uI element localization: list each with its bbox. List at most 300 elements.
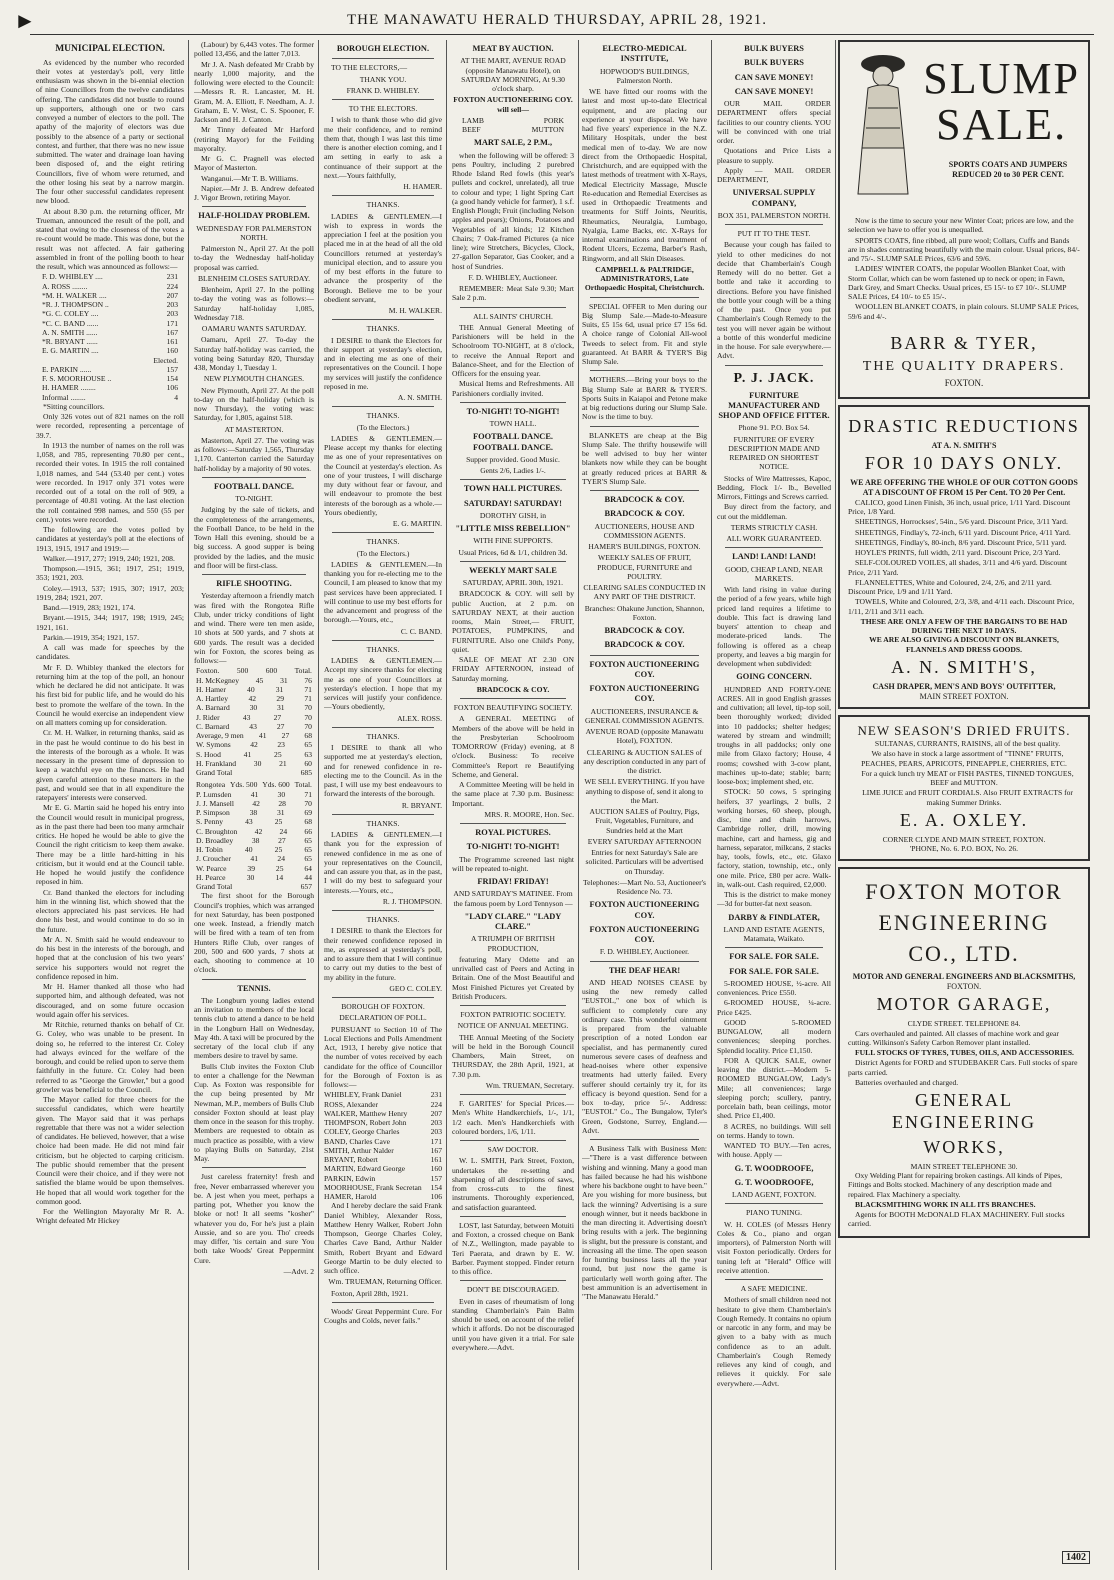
paragraph: Judging by the sale of tickets, and the completeness of the arrangements, the Football Dance, to be held in the Town Hall this evening, should be a big success. A good supper is being provided by the ladies, and the music and floor will be first-class. (194, 505, 314, 570)
divider (460, 823, 566, 824)
paragraph: Usual Prices, 6d & 1/1, children 3d. (458, 547, 568, 557)
signature: F. D. WHIBLEY, Auctioneer. (599, 947, 690, 957)
paragraph: TERMS STRICTLY CASH. (730, 522, 818, 532)
declaration-row: COLEY, George Charles 203 (324, 1127, 442, 1137)
divider (460, 402, 566, 403)
headline: FOOTBALL DANCE. (213, 481, 295, 491)
footnote: *Sitting councillors. (43, 401, 105, 411)
notice-body: I DESIRE to thank the Electors for their support at yesterday's election, and in electing me as one of their representatives on the Council. I hope my services will justify the confidence reposed in me. (324, 335, 442, 391)
headline: PUT IT TO THE TEST. (737, 229, 811, 238)
verse: Just careless fraternity! fresh and free, Never embarrassed wherever you be. A jest when you meet, perhaps a parting pot, Whether you know the bloke or not! It all seems "kosher" whatever you do, For he's just a plain Aussie, and so are you. Tho' creeds may differ, 'tis certain and sure You both take Woods' Great Peppermint Cure. (194, 1172, 314, 1265)
paragraph: FOXTON AUCTIONEERING COY. will sell— (453, 95, 573, 114)
headline: ROYAL PICTURES. (475, 828, 551, 837)
paragraph: Bryant.—1915, 344; 1917, 198; 1919, 245; 1921, 161. (36, 613, 184, 632)
declaration-row: MOORHOUSE, Frank Secretan 154 (324, 1182, 442, 1192)
notice-heading: DECLARATION OF POLL. (339, 1013, 427, 1023)
paragraph: SATURDAY, APRIL 30th, 1921. (462, 578, 564, 587)
headline: TENNIS. (237, 983, 271, 993)
paragraph: Oamaru, April 27. To-day the Saturday half-holiday was carried, the voting being Saturday 820, Thursday 438, Monday 1, Tuesday 1. (194, 335, 314, 372)
paragraph: EVERY SATURDAY AFTERNOON (587, 836, 702, 846)
signature: MRS. R. MOORE, Hon. Sec. (484, 809, 574, 819)
poll-row: *R. BRYANT ...... 161 (42, 337, 178, 347)
divider (202, 477, 306, 478)
headline: RIFLE SHOOTING. (216, 579, 292, 588)
score-row: J. J. Mansell 42 28 70 (196, 798, 312, 808)
meat-list: BEEF MUTTON (462, 125, 564, 134)
paragraph: Phone 91. P.O. Box 54. (738, 423, 810, 433)
advert-title: DRASTIC REDUCTIONS (848, 415, 1080, 436)
declaration-row: ROSS, Alexander 224 (324, 1099, 442, 1109)
paragraph: WOOLLEN BLANKET COATS, in plain colours. SLUMP SALE Prices, 59/6 and 4/-. (848, 302, 1079, 321)
divider (332, 532, 434, 533)
advert-title: MOTOR GARAGE, (876, 994, 1052, 1015)
headline: G. T. WOODROOFE, (734, 1163, 814, 1173)
paragraph: Blenheim, April 27. In the polling to-day the voting was as follows:—Saturday half-holiday 1,085, Wednesday 718. (194, 285, 314, 322)
paragraph: Yesterday afternoon a friendly match was fired with the Rongotea Rifle Club, under tricky conditions of light and wind. There were ten men aside, 10 shots at 500 yards, and 7 shots at 600 yards. The result was a decided win for Foxton, the scores being as follows:— (194, 591, 314, 665)
declaration-row: SMITH, Arthur Nalder 167 (324, 1145, 442, 1155)
score-row: J. Rider 43 27 70 (196, 712, 312, 722)
divider (590, 370, 699, 371)
dried-fruits-advert (838, 715, 1090, 861)
paragraph: A Business Talk with Business Men:—"There is a vast difference between wishing and winning. Many a good man has failed because he had his wishbone where his backbone ought to have been." Are you wishing for more business, but lack the winning? Advertising is a sure enough winner, but it needs backbone in the man directing it. Advertising doesn't bring results with a jerk. The beginning is slight, but the pressure is constant, and increasing all the time. The open season for hunting business lasts all the year round, but just now the game is particularly well worth going after. The best ammunition is an advertisement in "The Manawatu Herald." (582, 1144, 707, 1301)
divider (460, 1140, 566, 1141)
divider (332, 910, 434, 911)
paragraph: Mothers of small children need not hesitate to give them Chamberlain's Cough Remedy. It contains no opium or narcotic in any form, and may be given to a baby with as much confidence as to an adult. Chamberlain's Cough Remedy relieves any kind of cough, and relieves it quickly. For sale everywhere.—Advt. (717, 1295, 831, 1388)
notice-heading: THANKS. (366, 537, 400, 547)
headline: CAN SAVE MONEY! (734, 86, 814, 96)
advert-title: FOR 10 DAYS ONLY. (864, 453, 1064, 474)
subheadline: TO-NIGHT. (235, 494, 273, 503)
score-table (194, 666, 314, 891)
slump-subtitle: SPORTS COATS AND JUMPERS REDUCED 20 to 30 PER CENT. (948, 160, 1068, 179)
poll-row: A. ROSS ........ 224 (42, 281, 178, 291)
headline: "LADY CLARE." "LADY CLARE." (464, 911, 562, 931)
subheadline: NOTICE OF ANNUAL MEETING. (457, 1021, 569, 1031)
paragraph: Coley.—1913, 537; 1915, 307; 1917, 203; 1919, 284; 1921, 207. (36, 583, 184, 602)
paragraph: AT THE MART, AVENUE ROAD (opposite Manawatu Hotel), on SATURDAY MORNING, At 9.30 o'clock sharp. (460, 56, 566, 93)
notice-heading: THANKS. (366, 644, 400, 654)
divider (590, 655, 699, 656)
paragraph: Entries for next Saturday's Sale are solicited. Particulars will be advertised on Thursday. (585, 848, 704, 876)
score-row: W. Symons 42 23 65 (196, 740, 312, 750)
divider (332, 406, 434, 407)
advert-title: WORKS, (923, 1137, 1005, 1158)
paragraph: SALE OF MEAT AT 2.30 ON FRIDAY AFTERNOON, instead of Saturday morning. (452, 655, 574, 683)
barr-tyer-footer (840, 326, 1088, 397)
poll-row: *M. H. WALKER .... 207 (42, 290, 178, 300)
paragraph: WITH FINE SUPPORTS. (473, 536, 553, 546)
meat-list: LAMB PORK (462, 115, 564, 125)
divider (725, 365, 823, 366)
poll-row: F. D. WHIBLEY .... 231 (42, 272, 178, 282)
divider (590, 490, 699, 491)
divider (725, 1279, 823, 1280)
divider (460, 479, 566, 480)
store-tagline: THE QUALITY DRAPERS. (862, 358, 1066, 374)
column-1 (36, 40, 189, 1570)
headline: G. T. WOODROOFE, (734, 1177, 814, 1187)
score-row: C. Barnard 43 27 70 (196, 721, 312, 731)
advert-title: CO., LTD. (908, 941, 1020, 967)
paragraph: LAND AGENT, FOXTON. (731, 1190, 817, 1200)
store-contact: CLYDE STREET. TELEPHONE 84. (907, 1019, 1021, 1029)
headline: BULK BUYERS (744, 58, 804, 68)
declaration-row: PARKIN, Edwin 157 (324, 1173, 442, 1183)
signature: BRADCOCK & COY. (476, 684, 550, 694)
headline: DON'T BE DISCOURAGED. (466, 1285, 560, 1295)
paragraph: HOPWOOD'S BUILDINGS, Palmerston North. (599, 66, 690, 85)
paragraph: STOCK: 50 cows, 5 springing heifers, 37 yearlings, 2 bulls, 2 working horses, 60 sheep, plough, disc, tine and chain harrows, Cambridge roller, drill, mowing machine, cart and harness, gig and harness, separator, milkcans, 2 stacks hay, tools, fowls, etc., etc. Glaxo factory, station, township, etc., only one mile. Price, £80 per acre. Walk-in, walk-out. Cash required, £2,000. (717, 787, 831, 889)
score-row: D. Broadley 38 27 65 (196, 835, 312, 845)
paragraph: THE Annual General Meeting of Parishioners will be held in the Schoolroom TO-NIGHT, at 8 o'clock, to receive the Annual Report and Balance-Sheet, and for the Election of Officers for the ensuing year. (452, 322, 574, 378)
notice-signature: M. H. WALKER. (388, 306, 442, 315)
divider (202, 979, 306, 980)
page-stamp: 1402 (1062, 1551, 1090, 1564)
paragraph: AUCTIONEERS, HOUSE AND COMMISSION AGENTS. (594, 521, 695, 540)
paragraph: SPECIAL OFFER to Men during our Big Slump Sale.—Made-to-Measure Suits, £5 15s 6d, usual price £7 15s 6d. A choice range of Colonial All-wool Tweeds to select from. Fit and style guaranteed. At BARR & TYER'S Big Slump Sale. (582, 301, 707, 366)
notice-signature: H. HAMER. (403, 182, 442, 191)
headline: BOROUGH ELECTION. (336, 44, 430, 53)
paragraph: With land rising in value during the period of a few years, while high priced land requires a lifetime to double. This fact is drawing land buyers' attention to cheap and moderate-priced lands. The following is offered as a cheap property, and leaves a big margin for development when subdivided: (717, 585, 831, 669)
paragraph: Wanganui.—Mr T. B. Williams. (201, 173, 299, 183)
paragraph: Walker.—1917, 277; 1919, 240; 1921, 208. (43, 553, 175, 563)
price-item: HOYLE'S PRINTS, full width, 2/11 yard. Discount Price, 2/3 Yard. (855, 548, 1061, 558)
notice-body: LADIES & GENTLEMEN.—In thanking you for re-electing me to the Council, I am pleased to know that my past services have been appreciated. I will continue to use my best efforts for the advancement and progress of the borough.—Yours, etc., (324, 559, 442, 625)
notice-body: LADIES & GENTLEMEN.—I thank you for the expression of renewed confidence in me as one of your representatives on the Council, and can assure you that, as in the past, I will do my best to safeguard your interests.—Yours, etc., (324, 830, 442, 895)
paragraph: LADIES' WINTER COATS, the popular Woollen Blanket Coat, with Storm Collar, which can be worn fastened up to neck or open; in Fawn, Dark Grey, and Smart Checks. Usual prices, £5 15/- to £7 10/-. SLUMP SALE Prices, £4 10/- to £5 15/-. (848, 264, 1067, 301)
paragraph: For a quick lunch try MEAT or FISH PASTES, TINNED TONGUES, BEEF and MUTTON. (861, 768, 1074, 788)
notice-signature: E. G. MARTIN. (392, 519, 442, 528)
store-name: E. A. OXLEY. (899, 809, 1029, 830)
poll-row: E. PARKIN ...... 157 (42, 364, 178, 374)
paragraph: Cr. Band thanked the electors for including him in the winning list, which showed that the electors appreciated his past services. He had done his best, and would continue to do so in the future. (36, 887, 184, 934)
paragraph: Mr A. N. Smith said he would endeavour to do his best in the interests of the borough, and hoped that at the conclusion of his two years' service his supporters would not regret the confidence reposed in him. (36, 934, 184, 981)
notice-signature: FRANK D. WHIBLEY. (346, 85, 420, 95)
paragraph: Gents 2/6, Ladies 1/-. (480, 466, 546, 475)
headline: P. J. JACK. (733, 370, 815, 386)
divider (460, 1216, 566, 1217)
slump-body (840, 212, 1088, 326)
poll-row: *C. C. BAND ...... 171 (42, 318, 178, 328)
declaration-row: MARTIN, Edward George 160 (324, 1164, 442, 1174)
declaration-row: WHIBLEY, Frank Daniel 231 (324, 1090, 442, 1100)
paragraph: Cr. M. H. Walker, in returning thanks, said as in the past he would continue to do his best in the interests of the borough as a whole. It was necessary in the present time of depression to keep a watchful eye on the finances. He had given careful attention to these matters in the past, and would see that in all expenditure the ratepayers' interests were conserved. (36, 728, 184, 803)
paragraph: At about 8.30 p.m. the returning officer, Mr Trueman, announced the result of the poll, and stated that owing to the closeness of the votes a re-count would be made. This was done, but the result was not affected. A fair gathering assembled in front of the polling booth to hear the result, which was announced as follows:— (36, 206, 184, 272)
advert-title: ENGINEERING (878, 910, 1050, 936)
divider (460, 698, 566, 699)
paragraph: District Agents for FORD and STUDEBAKER Cars. Full stocks of spare parts carried. (848, 1058, 1078, 1077)
paragraph: HAMER'S BUILDINGS, FOXTON. (588, 542, 701, 551)
headline: HALF-HOLIDAY PROBLEM. (198, 211, 310, 221)
advert-title: NEW SEASON'S DRIED FRUITS. (857, 723, 1071, 739)
declaration-row: BAND, Charles Cave 171 (324, 1136, 442, 1146)
paragraph: WANTED TO BUY.—Ten acres, with house. Apply — (717, 1141, 831, 1160)
price-item: CALICO, good Linen Finish, 36 inch, usual price, 1/11 Yard. Discount Price, 1/8 Yard. (848, 497, 1071, 517)
headline: BULK BUYERS (744, 44, 804, 53)
paragraph: BRADCOCK & COY. will sell by public Auction, at 2 p.m. on SATURDAY NEXT, at their auction rooms, Main Street,— FRUIT, POTATOES, PUMPKINS, and FURNITURE. Also one Child's Pony, quiet. (452, 589, 574, 654)
headline: FOXTON AUCTIONEERING COY. (589, 659, 700, 679)
advert-subtitle: AT A. N. SMITH'S (931, 440, 997, 450)
headline: FOXTON AUCTIONEERING COY. (589, 684, 700, 704)
paragraph: Buy direct from the factory, and cut out the middleman. (717, 502, 831, 521)
notice-signature: R. BRYANT. (401, 800, 442, 810)
notice-heading: THANKS. (366, 200, 400, 210)
notice-body: I DESIRE to thank the Electors for their renewed confidence reposed in me, as expressed at yesterday's poll, and to assure them that I will continue to carry out my duties to the best of my ability in the future. (324, 926, 442, 982)
paragraph: featuring Mary Odette and an unrivalled cast of Peers and Acting in Britain. One of the Most Beautiful and Most Finished Pictures yet Created by British Producers. (452, 954, 574, 1001)
headline: FOXTON AUCTIONEERING COY. (589, 900, 700, 920)
headline: FOXTON BEAUTIFYING SOCIETY. (453, 703, 573, 712)
masthead (0, 4, 1114, 32)
notice-heading: THANKS. (366, 324, 400, 334)
paragraph: Mr J. A. Nash defeated Mr Crabb by nearly 1,000 majority, and the following were elected to the Council:—Messrs R. R. Lancaster, M. H. Gram, M. A. Elliott, F. Needham, A. J. Graham, E. V. West, C. S. Spooner, F. Jackson and H. J. Canton. (194, 59, 314, 124)
slump-sale-banner (840, 42, 1088, 212)
score-row: S. Hood 41 25 63 (196, 749, 312, 759)
paragraph: Mr H. Hamer thanked all those who had supported him, and although defeated, was not discouraged, and on some future occasion would again offer his services. (36, 982, 184, 1019)
score-row: Average, 9 men 41 27 68 (196, 731, 312, 740)
divider (332, 1302, 434, 1303)
advert-title: GENERAL ENGINEERING (892, 1090, 1036, 1133)
poll-row: E. G. MARTIN .... 160 (42, 346, 178, 356)
poll-row: F. S. MOORHOUSE .. 154 (42, 374, 178, 384)
paragraph: CLEARING & AUCTION SALES of any description conducted in any part of the district. (583, 747, 706, 775)
headline: SATURDAY! SATURDAY! (464, 498, 562, 508)
paragraph: For the Wellington Mayoralty Mr R. A. Wright defeated Mr Hickey (36, 1207, 184, 1226)
paragraph: Branches: Ohakune Junction, Shannon, Foxton. (584, 603, 705, 622)
score-row: A. Barnard 30 31 70 (196, 703, 312, 713)
paragraph: Bulls Club invites the Foxton Club to enter a challenge for the Newman Cup. As Foxton was responsible for the cup being presented by Mr Newman, M.P., members of Bulls Club consider Foxton should at least play them once in the season for this trophy. Members are requested to obtain as much practice as possible, with a view to playing Bulls on Saturday, 21st May. (194, 1061, 314, 1163)
store-tagline: CASH DRAPER, MEN'S AND BOYS' OUTFITTER, (872, 681, 1056, 691)
divider (460, 1094, 566, 1095)
store-contact: MAIN STREET TELEPHONE 30. (910, 1161, 1018, 1171)
headline: "LITTLE MISS REBELLION" (455, 524, 571, 533)
store-location: CORNER CLYDE AND MAIN STREET, FOXTON. (882, 834, 1046, 844)
divider (725, 224, 823, 225)
paragraph: WEEKLY SALES OF FRUIT, PRODUCE, FURNITURE and POULTRY. (597, 553, 692, 581)
headline: THE DEAF HEAR! (608, 965, 681, 975)
paragraph: Stocks of Wire Mattresses, Kapoc, Bedding, Flock 1/- lb., Bevelled Mirrors, Fittings and Screws carried. (717, 473, 831, 502)
paragraph: A call was made for speeches by the candidates. (36, 643, 184, 662)
headline: FOXTON AUCTIONEERING COY. (589, 924, 700, 944)
paragraph: Palmerston N., April 27. At the poll to-day the Wednesday half-holiday proposal was carried. (194, 244, 314, 272)
paragraph: A TRIUMPH OF BRITISH PRODUCTION, (470, 934, 556, 953)
score-row: J. Croucher 41 24 65 (196, 854, 312, 864)
poll-row: *R. J. THOMPSON .. 203 (42, 300, 178, 310)
signature: Wm. TRUEMAN, Secretary. (485, 1080, 574, 1090)
notice-body: LADIES & GENTLEMEN.—I wish to express in words the appreciation I feel at the position you placed me in at the head of all the old Councillors returned at yesterday's municipal election, and to assure you of my best efforts in the future to advance the prosperity of the Borough. Believe me to be your obedient servant, (324, 211, 442, 304)
divider (332, 58, 434, 59)
paragraph: Thompson.—1915, 361; 1917, 251; 1919, 353; 1921, 203. (36, 564, 184, 583)
notice-signature: R. J. THOMPSON. (382, 896, 442, 906)
paragraph: CLEARING SALES CONDUCTED IN ANY PART OF THE DISTRICT. (583, 583, 706, 602)
notice-heading: THANKS. (366, 731, 400, 741)
paragraph: Mr Ritchie, returned thanks on behalf of Cr. G. Coley, who was unable to be present. In doing so, he referred to the interest Cr. Coley had always evinced for the welfare of the borough, and could be relied upon to serve them faithfully in the future. Cr. Coley had been referred to as "George the Growler," but a good growler was beneficial to the Council. (36, 1020, 184, 1094)
foxton-motor-advert (838, 867, 1090, 1237)
divider (460, 561, 566, 562)
notice-date: Foxton, April 28th, 1921. (331, 1288, 409, 1298)
paragraph: Mr F. D. Whibley thanked the electors for returning him at the top of the poll, an honour which he declared he did not anticipate. It was his first bid for public life, and he would do his best to promote the welfare of the town. In the Council he would exercise an independent view on all matters coming up for consideration. (36, 662, 184, 728)
paragraph: The first shoot for the Borough Council's trophies, which was arranged for next Saturday, has been postponed one week. Instead, a friendly match will be fired with a team of ten from Hunters Rifle Club, over ranges of 200, 500 and 600 yards, 7 shots at each, shooting to commence at 10 o'clock. (194, 891, 314, 975)
paragraph: AND HEAD NOISES CEASE by using the new remedy called "EUSTOL," one box of which is sufficient to completely cure any ordinary case. This wonderful ointment is prepared from the valuable prescription of a noted London ear specialist, and has permanently cured numerous severe cases of deafness and head-noises where other expensive treatments had utterly failed. Every sufferer should certainly try it, for its efficacy is beyond question. Send for a box to-day, price 5/-. Address: "EUSTOL" Co., The Bungalow, Tyler's Green, Godstone, Surrey, England.—Advt. (582, 977, 707, 1135)
subheadline: BLENHEIM CLOSES SATURDAY. (197, 273, 311, 283)
paragraph: ALL WORK GUARANTEED. (726, 534, 822, 544)
paragraph: Mr G. C. Pragnell was elected Mayor of Masterton. (194, 154, 314, 173)
notice-signature: C. C. BAND. (400, 626, 442, 636)
subheadline: NEW PLYMOUTH CHANGES. (203, 374, 305, 384)
paragraph: MOTHERS.—Bring your boys to the Big Slump Sale at BARR & TYER'S. Sports Suits in Kaiapoi and Petone make at big reductions during our Slump Sale. Now is the time to buy. (582, 375, 707, 422)
paragraph: Mr Tinny defeated Mr Harford (retiring Mayor) for the Feilding mayoralty. (194, 125, 314, 153)
divider (460, 307, 566, 308)
headline: BRADCOCK & COY. (604, 509, 685, 519)
price-item: SHEETINGS, Findlay's, 80-inch, 8/6 yard. Discount Price, 5/11 yard. (855, 537, 1067, 547)
divider (590, 961, 699, 962)
notice-body: I wish to thank those who did give me their confidence, and to remind them that, though I was last this time there is another election coming, and I am setting in early to ask a continuance of their support at the next.—Yours faithfully, (324, 115, 442, 180)
headline: PIANO TUNING. (746, 1208, 802, 1218)
paragraph: Even in cases of rheumatism of long standing Chamberlain's Pain Balm should be used, on account of the relief which it affords. Do not be discouraged until you have given it a trial. For sale everywhere.—Advt. (452, 1296, 574, 1352)
score-row: C. Broughton 42 24 66 (196, 826, 312, 836)
score-row: H. Hamer 40 31 71 (196, 684, 312, 694)
score-row: P. Simpson 38 31 69 (196, 808, 312, 817)
poll-row: A. N. SMITH ...... 167 (42, 327, 178, 337)
paragraph: The Mayor called for three cheers for the successful candidates, which were heartily given. The Mayor said that it was perhaps regrettable that there was not a wider selection of candidates. He believed, however, that a wise choice had been made. He did not mind fair criticism, but he objected to carping criticism. The public should remember that the present Council were their choice, and if they were not satisfied the blame would be upon themselves. He hoped that all would work together for the common good. (36, 1095, 184, 1206)
divider (590, 1139, 699, 1140)
notice-signature: A. N. SMITH. (397, 393, 442, 402)
score-row: H. McKegney 45 31 76 (196, 675, 312, 685)
notice-signature: GEO C. COLEY. (389, 983, 442, 993)
store-location: FOXTON. (944, 377, 984, 388)
notice-signature: Wm. TRUEMAN, Returning Officer. (328, 1277, 442, 1287)
paragraph: BLACKSMITHING WORK IN ALL ITS BRANCHES. (855, 1199, 1036, 1209)
notice-salutation: (To the Electors.) (356, 548, 410, 558)
paragraph: SULTANAS, CURRANTS, RAISINS, all of the best quality. (874, 739, 1061, 749)
masthead-rule (30, 34, 1094, 35)
headline: FOOTBALL DANCE. FOOTBALL DANCE. (472, 432, 554, 452)
paragraph: A Committee Meeting will be held in the same place at 7.30 p.m. Business: Important. (452, 780, 574, 808)
paragraph: FOR A QUICK SALE, owner leaving the district.—Modern 5-ROOMED BUNGALOW, Lady's Mile; all conveniences; large sleeping porch; scullery, pantry, porcelain bath, bean ceilings, motor shed. Price £1,400. (717, 1055, 831, 1121)
paragraph: FULL STOCKS OF TYRES, TUBES, OILS, AND ACCESSORIES. (855, 1048, 1074, 1058)
divider (725, 547, 823, 548)
notice-body: THANK YOU. (359, 74, 407, 84)
headline: TO-NIGHT! TO-NIGHT! (466, 406, 560, 416)
paragraph: Parkin.—1919, 354; 1921, 157. (43, 632, 139, 642)
paragraph: LIME JUICE and FRUIT CORDIALS. Also FRUIT EXTRACTS for making Summer Drinks. (862, 788, 1073, 807)
divider (590, 297, 699, 298)
column-4 (452, 40, 579, 1570)
headline: DARBY & FINDLATER, (728, 912, 820, 922)
headline: BRADCOCK & COY. (604, 640, 685, 650)
notice-heading: THANKS. (366, 915, 400, 924)
paragraph: GOOD 5-ROOMED BUNGALOW, all modern conveniences; sleeping porches. Splendid locality. Price £1,150. (717, 1017, 831, 1055)
score-row: S. Penny 43 25 68 (196, 817, 312, 827)
price-item: SHEETINGS, Findlay's, 72-inch, 6/11 yard. Discount Price, 4/11 Yard. (855, 527, 1071, 537)
divider (332, 727, 434, 728)
score-row: H. Frankland 30 21 60 (196, 758, 312, 768)
advert-note: WE ARE ALSO GIVING A DISCOUNT ON BLANKETS, FLANNELS AND DRESS GOODS. (869, 635, 1059, 654)
price-item: SELF-COLOURED VOILES, all shades, 3/11 and 4/6 yard. Discount Price, 2/11 Yard. (848, 558, 1067, 577)
column-6 (717, 40, 836, 1570)
paragraph: BLANKETS are cheap at the Big Slump Sale. The thrifty housewife will be well advised to buy her winter blankets now while they can be bought at greatly reduced prices at BARR & TYER'S Slump Sale. (582, 430, 707, 486)
paragraph: Batteries overhauled and charged. (855, 1077, 959, 1087)
headline: SAW DOCTOR. (487, 1145, 539, 1154)
paragraph: 8 ACRES, no buildings. Will sell on terms. Handy to town. (717, 1121, 831, 1140)
headline: WEEKLY MART SALE (469, 565, 557, 575)
paragraph: REMEMBER: Meat Sale 9.30; Mart Sale 2 p.m. (452, 284, 574, 303)
paragraph: WE SELL EVERYTHING. If you have anything to dispose of, send it along to the Mart. (584, 777, 705, 805)
subheadline: OAMARU WANTS SATURDAY. (201, 324, 307, 333)
divider (332, 997, 434, 998)
paragraph: Cars overhauled and painted. All classes of machine work and gear cutting. Wilkinson's Safety Carbon Remover plant installed. (848, 1028, 1059, 1047)
headline: ELECTRO-MEDICAL INSTITUTE, (602, 44, 687, 64)
slump-title: SLUMP SALE. (923, 54, 1080, 150)
paragraph: (Labour) by 6,443 votes. The former polled 13,456, and the latter 7,013. (194, 40, 314, 59)
poll-row: H. HAMER ........ 106 (42, 383, 178, 393)
headline: LAND! LAND! LAND! (732, 552, 816, 562)
headline: MEAT BY AUCTION. (472, 44, 554, 53)
score-header: Foxton. 500 600 Total. (196, 666, 312, 676)
divider (725, 1203, 823, 1204)
score-row: W. Pearce 39 25 64 (196, 863, 312, 873)
lady-illustration-icon (848, 48, 918, 198)
score-row: P. Lumsden 41 30 71 (196, 789, 312, 799)
headline: MART SALE, 2 P.M., (473, 138, 553, 148)
paragraph: Masterton, April 27. The voting was as follows:—Saturday 1,565, Thursday 1,170. Canterton carried the Saturday half-holiday by a majority of 90 votes. (194, 435, 314, 473)
divider (460, 1280, 566, 1281)
paragraph: Now is the time to secure your new Winter Coat; prices are low, and the selection we have to offer you is unequalled. (848, 216, 1074, 235)
notice-heading: THANKS. (366, 818, 400, 828)
advert-line: Woods' Great Peppermint Cure. For Coughs and Colds, never fails." (324, 1306, 442, 1325)
score-total: Grand Total 685 (196, 768, 312, 777)
paragraph: HUNDRED AND FORTY-ONE ACRES. All in good English grasses and cultivation; all level, tip-top soil, been thoroughly worked; divided into 10 paddocks; shelter hedges; watered by stream and windmill; troughs in all paddocks; only one mile from Glaxo factory; House, 4 rooms; cowshed with 3-cow plant, machines up-to-date; stable; barn; loose-box; implement shed, etc. (717, 684, 831, 787)
store-name: A. N. SMITH'S, (891, 656, 1037, 677)
divider (725, 947, 823, 948)
headline: TO-NIGHT! TO-NIGHT! (466, 842, 560, 852)
declaration-table (324, 1090, 442, 1201)
headline: ALL SAINTS' CHURCH. (473, 311, 553, 321)
divider (202, 574, 306, 575)
advt-mark: —Advt. 2 (283, 1266, 314, 1276)
advert-subtitle: MOTOR AND GENERAL ENGINEERS AND BLACKSMITHS, (852, 971, 1076, 981)
divider (332, 814, 434, 815)
paragraph: AUCTIONEERS, INSURANCE & GENERAL COMMISSION AGENTS. (585, 706, 704, 725)
paragraph: Quotations and Price Lists a pleasure to supply. (717, 146, 831, 165)
paragraph: AND SATURDAY'S MATINEE. From the famous poem by Lord Tennyson — (453, 889, 573, 908)
score-row: A. Hartley 42 29 71 (196, 694, 312, 703)
paragraph: AUCTION SALES of Poultry, Pigs, Fruit, Vegetables, Furniture, and Sundries held at the Mart (589, 807, 700, 835)
paragraph: The following are the votes polled by candidates at yesterday's poll at the elections of 1913, 1915, 1917 and 1919:— (36, 525, 184, 553)
declaration-row: BRYANT, Robert 161 (324, 1155, 442, 1164)
paragraph: Agents for BOOTH McDONALD FLAX MACHINERY. Full stocks carried. (848, 1210, 1065, 1229)
paragraph: when the following will be offered: 3 pens Poultry, including 2 purebred Rhode Island Red fowls (this year's pullets and cockrel, unrelated), all true to colour and type; 1 light Spring Cart (a good handy vehicle for farmer), 1 s.f. English Plough; Fruit (including Nelson apples and pears); Onions, Potatoes and Vegetables of all kinds; 12 Kitchen Chairs; 7 Oak-framed Pictures (a nice line); wire Stretchers, Bicycles, Clock, 27-gallon Separator, Gas Cooker, and a host of Sundries. (452, 150, 574, 271)
paragraph: Because your cough has failed to yield to other medicines do not decide that Chamberlain's Cough Remedy will do no better. Get a bottle and take it according to directions. Before you have finished the bottle your cough will be a thing of the past. Once you put Chamberlain's Cough Remedy to the test you will never again be without a bottle of this wonderful medicine in the house. For sale everywhere.—Advt. (717, 240, 831, 361)
score-total: Grand Total 657 (196, 882, 312, 891)
signature: F. D. WHIBLEY, Auctioneer. (468, 272, 558, 282)
headline: GOING CONCERN. (736, 672, 812, 682)
advert-subtitle: WE ARE OFFERING THE WHOLE OF OUR COTTON GOODS AT A DISCOUNT OF FROM 15 Per Cent. TO 20 Per Cent. (850, 478, 1078, 498)
notice-salutation: TO THE ELECTORS,— (331, 63, 408, 73)
paragraph: THE Annual Meeting of the Society will be held in the Borough Council Chambers, Main Street, on THURSDAY, the 28th April, 1921, at 7.30 p.m. (452, 1032, 574, 1079)
subheadline: AT MASTERTON. (224, 424, 284, 434)
poll-results (36, 272, 184, 402)
poll-elected: Elected. (153, 355, 178, 365)
price-item: SHEETINGS, Horrockses', 54in., 5/6 yard. Discount Price, 3/11 Yard. (855, 517, 1068, 527)
notice-body: PURSUANT to Section 10 of The Local Elections and Polls Amendment Act, 1913, I hereby give notice that the number of votes received by each candidate for the office of Councillor for the Borough of Foxton is as follows:— (324, 1024, 442, 1089)
notice-body: And I hereby declare the said Frank Daniel Whibley, Alexander Ross, Matthew Henry Walker, Robert John Thompson, George Charles Coley, Charles Cave Band, Arthur Nalder Smith, Robert Bryant and Edward George Martin to be duly elected to such office. (324, 1201, 442, 1275)
notice-body: LADIES & GENTLEMEN.—Please accept my thanks for electing me as one of your representatives on the Council at yesterday's election. As one of your trustees, I will discharge my duty without fear or favour, and will endeavour to promote the best interests of the borough as a whole.—Yours obediently, (324, 433, 442, 517)
notice-body: I DESIRE to thank all who supported me at yesterday's election, and for renewed confidence in re-electing me to the Council. As in the past, I will use my best endeavours to forward the interests of the borough. (324, 743, 442, 799)
notice-heading: TO THE ELECTORS. (348, 104, 418, 113)
paragraph: W. H. COLES (of Messrs Henry Coles & Co., piano and organ importers), of Palmerston North will visit Foxton periodically. Orders for tuning left at "Herald" Office will receive attention. (717, 1219, 831, 1275)
paragraph: Supper provided. Good Music. (466, 454, 560, 464)
divider (202, 1167, 306, 1168)
